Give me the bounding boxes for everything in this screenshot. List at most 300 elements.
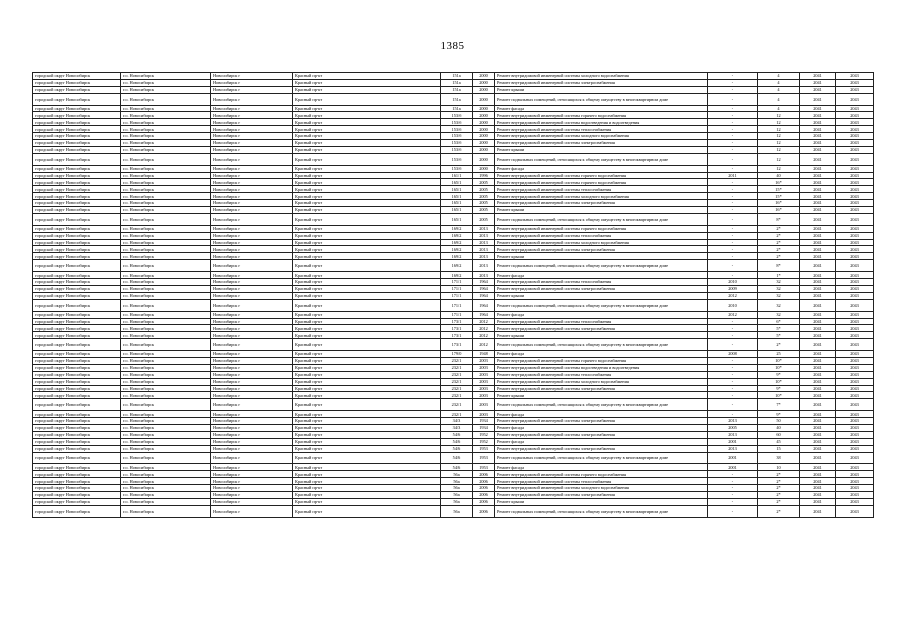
cell-district: г.о. Новосибирск <box>121 200 211 207</box>
cell-period-end: 2043 <box>836 207 874 214</box>
cell-street: Красный пр-кт <box>293 112 441 119</box>
cell-wear-percent: 32 <box>758 285 800 292</box>
cell-street: Красный пр-кт <box>293 491 441 498</box>
cell-municipality: городской округ Новосибирск <box>33 112 121 119</box>
cell-work-type: Ремонт подвальных помещений, относящихся к общему имуществу в многоквартирном доме <box>495 339 708 351</box>
table-row <box>33 79 874 86</box>
cell-settlement: Новосибирск г <box>211 385 293 392</box>
cell-wear-percent: 50 <box>758 418 800 425</box>
cell-house-number: 169/2 <box>441 272 473 279</box>
cell-period-end: 2043 <box>836 86 874 93</box>
cell-settlement: Новосибирск г <box>211 424 293 431</box>
cell-period-start: 2041 <box>800 485 836 492</box>
cell-house-number: 56а <box>441 478 473 485</box>
cell-work-type: Ремонт внутридомовой инженерной системы горячего водоснабжения <box>495 471 708 478</box>
table-row <box>33 207 874 214</box>
cell-work-type: Ремонт подвальных помещений, относящихся к общему имуществу в многоквартирном доме <box>495 299 708 311</box>
cell-wear-percent: 4 <box>758 79 800 86</box>
table-row <box>33 318 874 325</box>
cell-settlement: Новосибирск г <box>211 378 293 385</box>
cell-settlement: Новосибирск г <box>211 392 293 399</box>
cell-municipality: городской округ Новосибирск <box>33 357 121 364</box>
cell-settlement: Новосибирск г <box>211 485 293 492</box>
cell-municipality: городской округ Новосибирск <box>33 73 121 80</box>
cell-wear-percent: 12 <box>758 165 800 172</box>
cell-house-number: 179/0 <box>441 351 473 358</box>
cell-build-year: 1953 <box>473 445 495 452</box>
cell-wear-percent: 9* <box>758 385 800 392</box>
cell-municipality: городской округ Новосибирск <box>33 371 121 378</box>
cell-wear-percent: 15* <box>758 193 800 200</box>
cell-last-repair-year: - <box>708 471 758 478</box>
cell-work-type: Ремонт внутридомовой инженерной системы теплоснабжения <box>495 232 708 239</box>
table-row <box>33 452 874 464</box>
cell-municipality: городской округ Новосибирск <box>33 438 121 445</box>
cell-period-start: 2041 <box>800 73 836 80</box>
cell-municipality: городской округ Новосибирск <box>33 424 121 431</box>
cell-municipality: городской округ Новосибирск <box>33 452 121 464</box>
cell-period-start: 2041 <box>800 392 836 399</box>
cell-district: г.о. Новосибирск <box>121 478 211 485</box>
cell-work-type: Ремонт внутридомовой инженерной системы холодного водоснабжения <box>495 133 708 140</box>
cell-district: г.о. Новосибирск <box>121 378 211 385</box>
cell-period-end: 2043 <box>836 105 874 112</box>
cell-wear-percent: 2* <box>758 498 800 505</box>
cell-house-number: 34/3 <box>441 418 473 425</box>
cell-house-number: 54/6 <box>441 452 473 464</box>
cell-municipality: городской округ Новосибирск <box>33 478 121 485</box>
cell-municipality: городской округ Новосибирск <box>33 325 121 332</box>
cell-district: г.о. Новосибирск <box>121 93 211 105</box>
table-row <box>33 225 874 232</box>
cell-house-number: 56а <box>441 491 473 498</box>
cell-build-year: 2006 <box>473 478 495 485</box>
table-row <box>33 213 874 225</box>
cell-house-number: 153/б <box>441 126 473 133</box>
cell-house-number: 169/2 <box>441 232 473 239</box>
table-row <box>33 86 874 93</box>
cell-wear-percent: 10* <box>758 378 800 385</box>
cell-last-repair-year: - <box>708 119 758 126</box>
cell-last-repair-year: 2005 <box>708 424 758 431</box>
cell-build-year: 2012 <box>473 339 495 351</box>
cell-district: г.о. Новосибирск <box>121 498 211 505</box>
cell-district: г.о. Новосибирск <box>121 299 211 311</box>
cell-period-start: 2041 <box>800 93 836 105</box>
cell-work-type: Ремонт фасада <box>495 272 708 279</box>
cell-wear-percent: 1* <box>758 272 800 279</box>
cell-municipality: городской округ Новосибирск <box>33 200 121 207</box>
cell-house-number: 165/1 <box>441 207 473 214</box>
cell-district: г.о. Новосибирск <box>121 73 211 80</box>
cell-last-repair-year: - <box>708 140 758 147</box>
cell-build-year: 2003 <box>473 399 495 411</box>
cell-settlement: Новосибирск г <box>211 478 293 485</box>
cell-build-year: 2013 <box>473 246 495 253</box>
cell-period-start: 2041 <box>800 378 836 385</box>
cell-municipality: городской округ Новосибирск <box>33 225 121 232</box>
cell-street: Красный пр-кт <box>293 364 441 371</box>
cell-municipality: городской округ Новосибирск <box>33 86 121 93</box>
cell-house-number: 232/1 <box>441 392 473 399</box>
cell-street: Красный пр-кт <box>293 385 441 392</box>
cell-house-number: 173/1 <box>441 332 473 339</box>
cell-settlement: Новосибирск г <box>211 193 293 200</box>
cell-build-year: 2003 <box>473 371 495 378</box>
cell-street: Красный пр-кт <box>293 105 441 112</box>
cell-last-repair-year: - <box>708 399 758 411</box>
cell-build-year: 1953 <box>473 452 495 464</box>
cell-house-number: 56а <box>441 471 473 478</box>
cell-district: г.о. Новосибирск <box>121 491 211 498</box>
cell-municipality: городской округ Новосибирск <box>33 378 121 385</box>
cell-period-end: 2043 <box>836 325 874 332</box>
cell-municipality: городской округ Новосибирск <box>33 179 121 186</box>
cell-last-repair-year: - <box>708 246 758 253</box>
cell-build-year: 1996 <box>473 172 495 179</box>
cell-municipality: городской округ Новосибирск <box>33 79 121 86</box>
cell-wear-percent: 12 <box>758 119 800 126</box>
cell-settlement: Новосибирск г <box>211 140 293 147</box>
cell-last-repair-year: - <box>708 112 758 119</box>
cell-wear-percent: 15 <box>758 445 800 452</box>
cell-build-year: 1964 <box>473 279 495 286</box>
cell-last-repair-year: 2001 <box>708 464 758 471</box>
cell-last-repair-year: - <box>708 505 758 517</box>
cell-district: г.о. Новосибирск <box>121 105 211 112</box>
cell-house-number: 169/2 <box>441 246 473 253</box>
cell-period-end: 2043 <box>836 279 874 286</box>
cell-street: Красный пр-кт <box>293 239 441 246</box>
cell-period-start: 2041 <box>800 165 836 172</box>
cell-build-year: 2006 <box>473 505 495 517</box>
cell-build-year: 1952 <box>473 431 495 438</box>
cell-house-number: 171/1 <box>441 311 473 318</box>
cell-build-year: 2000 <box>473 73 495 80</box>
cell-settlement: Новосибирск г <box>211 86 293 93</box>
cell-street: Красный пр-кт <box>293 140 441 147</box>
table-row <box>33 431 874 438</box>
cell-build-year: 2003 <box>473 385 495 392</box>
cell-settlement: Новосибирск г <box>211 232 293 239</box>
cell-district: г.о. Новосибирск <box>121 411 211 418</box>
cell-wear-percent: 2* <box>758 471 800 478</box>
cell-house-number: 165/1 <box>441 179 473 186</box>
cell-last-repair-year: - <box>708 105 758 112</box>
cell-street: Красный пр-кт <box>293 253 441 260</box>
cell-period-start: 2041 <box>800 272 836 279</box>
cell-work-type: Ремонт крыши <box>495 332 708 339</box>
cell-wear-percent: 12 <box>758 112 800 119</box>
cell-build-year: 2003 <box>473 357 495 364</box>
cell-district: г.о. Новосибирск <box>121 213 211 225</box>
cell-house-number: 153/б <box>441 146 473 153</box>
table-row <box>33 285 874 292</box>
table-row <box>33 153 874 165</box>
cell-build-year: 2000 <box>473 165 495 172</box>
cell-house-number: 56а <box>441 505 473 517</box>
table-row <box>33 424 874 431</box>
cell-work-type: Ремонт фасада <box>495 424 708 431</box>
cell-street: Красный пр-кт <box>293 272 441 279</box>
cell-street: Красный пр-кт <box>293 478 441 485</box>
cell-settlement: Новосибирск г <box>211 186 293 193</box>
cell-municipality: городской округ Новосибирск <box>33 292 121 299</box>
cell-house-number: 153/б <box>441 133 473 140</box>
cell-settlement: Новосибирск г <box>211 172 293 179</box>
cell-period-start: 2041 <box>800 253 836 260</box>
cell-settlement: Новосибирск г <box>211 133 293 140</box>
cell-period-start: 2041 <box>800 232 836 239</box>
cell-period-start: 2041 <box>800 153 836 165</box>
cell-period-end: 2043 <box>836 232 874 239</box>
cell-last-repair-year: - <box>708 213 758 225</box>
cell-period-start: 2041 <box>800 399 836 411</box>
cell-build-year: 1953 <box>473 464 495 471</box>
table-row <box>33 418 874 425</box>
cell-work-type: Ремонт внутридомовой инженерной системы холодного водоснабжения <box>495 193 708 200</box>
cell-last-repair-year: 2011 <box>708 172 758 179</box>
cell-district: г.о. Новосибирск <box>121 339 211 351</box>
cell-street: Красный пр-кт <box>293 93 441 105</box>
cell-street: Красный пр-кт <box>293 299 441 311</box>
cell-settlement: Новосибирск г <box>211 105 293 112</box>
cell-district: г.о. Новосибирск <box>121 385 211 392</box>
table-row <box>33 73 874 80</box>
cell-work-type: Ремонт подвальных помещений, относящихся к общему имуществу в многоквартирном доме <box>495 260 708 272</box>
cell-last-repair-year: - <box>708 411 758 418</box>
cell-house-number: 56а <box>441 485 473 492</box>
cell-house-number: 169/2 <box>441 225 473 232</box>
cell-period-end: 2043 <box>836 165 874 172</box>
cell-settlement: Новосибирск г <box>211 452 293 464</box>
cell-settlement: Новосибирск г <box>211 112 293 119</box>
cell-municipality: городской округ Новосибирск <box>33 153 121 165</box>
cell-settlement: Новосибирск г <box>211 505 293 517</box>
cell-district: г.о. Новосибирск <box>121 399 211 411</box>
cell-build-year: 2006 <box>473 485 495 492</box>
cell-period-end: 2043 <box>836 505 874 517</box>
cell-build-year: 1948 <box>473 351 495 358</box>
table-row <box>33 105 874 112</box>
cell-last-repair-year: - <box>708 385 758 392</box>
cell-wear-percent: 16* <box>758 179 800 186</box>
cell-period-end: 2043 <box>836 153 874 165</box>
cell-build-year: 2000 <box>473 112 495 119</box>
cell-wear-percent: 12 <box>758 146 800 153</box>
cell-wear-percent: 32 <box>758 299 800 311</box>
cell-street: Красный пр-кт <box>293 186 441 193</box>
cell-period-start: 2041 <box>800 179 836 186</box>
cell-period-start: 2041 <box>800 225 836 232</box>
cell-municipality: городской округ Новосибирск <box>33 165 121 172</box>
cell-street: Красный пр-кт <box>293 193 441 200</box>
cell-municipality: городской округ Новосибирск <box>33 339 121 351</box>
cell-period-end: 2043 <box>836 239 874 246</box>
cell-wear-percent: 10 <box>758 464 800 471</box>
cell-period-end: 2043 <box>836 339 874 351</box>
cell-district: г.о. Новосибирск <box>121 86 211 93</box>
cell-district: г.о. Новосибирск <box>121 318 211 325</box>
cell-period-end: 2043 <box>836 332 874 339</box>
cell-work-type: Ремонт внутридомовой инженерной системы горячего водоснабжения <box>495 357 708 364</box>
cell-house-number: 165/1 <box>441 193 473 200</box>
cell-work-type: Ремонт подвальных помещений, относящихся к общему имуществу в многоквартирном доме <box>495 452 708 464</box>
cell-settlement: Новосибирск г <box>211 351 293 358</box>
cell-municipality: городской округ Новосибирск <box>33 146 121 153</box>
cell-period-start: 2041 <box>800 491 836 498</box>
cell-last-repair-year: 2010 <box>708 299 758 311</box>
cell-street: Красный пр-кт <box>293 438 441 445</box>
cell-wear-percent: 2* <box>758 253 800 260</box>
cell-wear-percent: 4 <box>758 93 800 105</box>
cell-period-end: 2043 <box>836 112 874 119</box>
table-row <box>33 232 874 239</box>
cell-period-start: 2041 <box>800 292 836 299</box>
cell-last-repair-year: - <box>708 186 758 193</box>
cell-wear-percent: 4 <box>758 86 800 93</box>
cell-street: Красный пр-кт <box>293 357 441 364</box>
cell-wear-percent: 6* <box>758 318 800 325</box>
table-row <box>33 186 874 193</box>
cell-work-type: Ремонт фасада <box>495 311 708 318</box>
cell-build-year: 2006 <box>473 498 495 505</box>
cell-last-repair-year: - <box>708 339 758 351</box>
cell-district: г.о. Новосибирск <box>121 279 211 286</box>
cell-house-number: 54/6 <box>441 431 473 438</box>
cell-wear-percent: 32 <box>758 292 800 299</box>
cell-period-end: 2043 <box>836 272 874 279</box>
cell-street: Красный пр-кт <box>293 292 441 299</box>
cell-district: г.о. Новосибирск <box>121 471 211 478</box>
cell-settlement: Новосибирск г <box>211 73 293 80</box>
cell-street: Красный пр-кт <box>293 464 441 471</box>
cell-build-year: 2005 <box>473 213 495 225</box>
cell-work-type: Ремонт фасада <box>495 165 708 172</box>
cell-work-type: Ремонт внутридомовой инженерной системы теплоснабжения <box>495 279 708 286</box>
cell-build-year: 2006 <box>473 491 495 498</box>
cell-last-repair-year: 2012 <box>708 292 758 299</box>
cell-last-repair-year: - <box>708 272 758 279</box>
cell-last-repair-year: - <box>708 133 758 140</box>
cell-municipality: городской округ Новосибирск <box>33 272 121 279</box>
cell-wear-percent: 8* <box>758 213 800 225</box>
cell-district: г.о. Новосибирск <box>121 452 211 464</box>
cell-street: Красный пр-кт <box>293 179 441 186</box>
table-row <box>33 193 874 200</box>
cell-district: г.о. Новосибирск <box>121 119 211 126</box>
cell-period-end: 2043 <box>836 213 874 225</box>
cell-work-type: Ремонт внутридомовой инженерной системы теплоснабжения <box>495 371 708 378</box>
cell-municipality: городской округ Новосибирск <box>33 260 121 272</box>
cell-build-year: 2003 <box>473 411 495 418</box>
cell-street: Красный пр-кт <box>293 285 441 292</box>
cell-street: Красный пр-кт <box>293 505 441 517</box>
cell-district: г.о. Новосибирск <box>121 464 211 471</box>
cell-period-end: 2043 <box>836 79 874 86</box>
cell-street: Красный пр-кт <box>293 378 441 385</box>
cell-period-start: 2041 <box>800 498 836 505</box>
cell-district: г.о. Новосибирск <box>121 438 211 445</box>
cell-municipality: городской округ Новосибирск <box>33 411 121 418</box>
cell-wear-percent: 2* <box>758 505 800 517</box>
cell-build-year: 2000 <box>473 126 495 133</box>
cell-house-number: 232/1 <box>441 378 473 385</box>
cell-street: Красный пр-кт <box>293 126 441 133</box>
cell-period-start: 2041 <box>800 385 836 392</box>
table-row <box>33 471 874 478</box>
cell-municipality: городской округ Новосибирск <box>33 445 121 452</box>
cell-district: г.о. Новосибирск <box>121 260 211 272</box>
cell-work-type: Ремонт фасада <box>495 438 708 445</box>
cell-district: г.о. Новосибирск <box>121 146 211 153</box>
cell-settlement: Новосибирск г <box>211 207 293 214</box>
cell-settlement: Новосибирск г <box>211 246 293 253</box>
table-row <box>33 172 874 179</box>
cell-period-end: 2043 <box>836 119 874 126</box>
cell-build-year: 2005 <box>473 207 495 214</box>
cell-period-end: 2043 <box>836 424 874 431</box>
cell-house-number: 34/3 <box>441 424 473 431</box>
cell-work-type: Ремонт крыши <box>495 292 708 299</box>
cell-settlement: Новосибирск г <box>211 318 293 325</box>
table-row <box>33 392 874 399</box>
cell-municipality: городской округ Новосибирск <box>33 105 121 112</box>
table-row <box>33 246 874 253</box>
cell-period-start: 2041 <box>800 260 836 272</box>
cell-wear-percent: 2* <box>758 491 800 498</box>
cell-district: г.о. Новосибирск <box>121 207 211 214</box>
cell-period-start: 2041 <box>800 418 836 425</box>
cell-period-end: 2043 <box>836 399 874 411</box>
cell-district: г.о. Новосибирск <box>121 272 211 279</box>
cell-house-number: 161/1 <box>441 172 473 179</box>
table-row <box>33 378 874 385</box>
cell-municipality: городской округ Новосибирск <box>33 491 121 498</box>
cell-settlement: Новосибирск г <box>211 418 293 425</box>
cell-municipality: городской округ Новосибирск <box>33 253 121 260</box>
cell-district: г.о. Новосибирск <box>121 140 211 147</box>
cell-street: Красный пр-кт <box>293 371 441 378</box>
cell-house-number: 173/1 <box>441 325 473 332</box>
cell-work-type: Ремонт внутридомовой инженерной системы холодного водоснабжения <box>495 485 708 492</box>
cell-period-end: 2043 <box>836 246 874 253</box>
cell-work-type: Ремонт внутридомовой инженерной системы электроснабжения <box>495 79 708 86</box>
cell-build-year: 1964 <box>473 285 495 292</box>
cell-last-repair-year: 2013 <box>708 431 758 438</box>
cell-period-end: 2043 <box>836 392 874 399</box>
cell-build-year: 2005 <box>473 200 495 207</box>
cell-work-type: Ремонт внутридомовой инженерной системы теплоснабжения <box>495 318 708 325</box>
cell-settlement: Новосибирск г <box>211 119 293 126</box>
cell-district: г.о. Новосибирск <box>121 126 211 133</box>
cell-work-type: Ремонт фасада <box>495 411 708 418</box>
table-row <box>33 200 874 207</box>
cell-street: Красный пр-кт <box>293 232 441 239</box>
cell-wear-percent: 2* <box>758 246 800 253</box>
table-row <box>33 311 874 318</box>
cell-work-type: Ремонт крыши <box>495 86 708 93</box>
cell-last-repair-year: - <box>708 364 758 371</box>
cell-wear-percent: 32 <box>758 279 800 286</box>
cell-district: г.о. Новосибирск <box>121 424 211 431</box>
cell-build-year: 2003 <box>473 392 495 399</box>
cell-municipality: городской округ Новосибирск <box>33 485 121 492</box>
cell-period-end: 2043 <box>836 438 874 445</box>
cell-settlement: Новосибирск г <box>211 471 293 478</box>
cell-period-start: 2041 <box>800 119 836 126</box>
cell-street: Красный пр-кт <box>293 79 441 86</box>
